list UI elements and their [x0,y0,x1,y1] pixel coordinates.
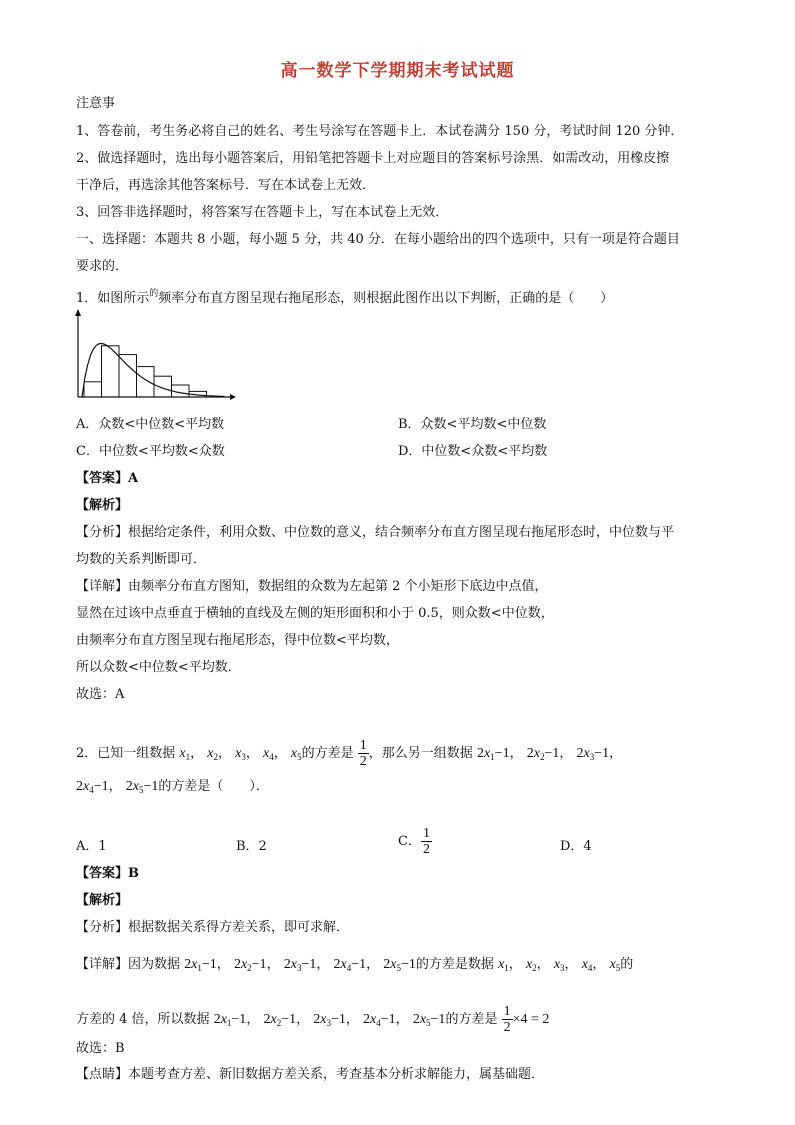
histogram-bar [119,355,137,397]
q2-choose: 故选：B [76,1041,125,1056]
expr-2x4-1: $2x_4-1$ [76,779,109,795]
var-x5: $x_5$ [290,746,302,762]
var-x2: $x_2$ [207,746,219,762]
q2-analysis-label: 【解析】 [76,893,129,908]
notice-item-3: 3、回答非选择题时，将答案写在答题卡上，写在本试卷上无效． [76,205,449,220]
q1-option-a: A．众数<中位数<平均数 [76,417,225,432]
var-x4: $x_4$ [263,746,274,762]
q1-option-b: B．众数<平均数<中位数 [398,417,547,432]
q1-stem-tiny: 的 [149,289,159,299]
histogram-bar [84,382,102,397]
q1-analysis-label: 【解析】 [76,498,129,513]
q2-dianjing: 【点睛】本题考查方差、新旧数据方差关系，考查基本分析求解能力，属基础题． [76,1067,545,1082]
q1-answer: 【答案】A [76,471,139,486]
q1-fenxi: 【分析】根据给定条件，利用众数、中位数的意义，结合频率分布直方图呈现右拖尾形态时，中位数与平 [76,525,675,540]
q1-stem-text-2: 频率分布直方图呈现右拖尾形态，则根据此图作出以下判断，正确的是（ ） [158,291,614,306]
q1-fenxi-cont: 均数的关系判断即可． [76,552,207,567]
q2-detail-line2: 方差的 4 倍，所以数据 $2x_1-1$， $2x_2-1$， $2x_3-1$， $2x_4-1$， $2x_5-1$的方差是 $\frac{1}{2}$ ×4 = 2 [76,1004,550,1035]
q1-detail-4: 所以众数<中位数<平均数． [76,660,241,675]
expr-2x3-1: $2x_3-1$ [576,746,610,762]
expr-2x5-1: $2x_5-1$ [125,779,159,795]
q1-detail-1: 【详解】由频率分布直方图知，数据组的众数为左起第 2 个小矩形下底边中点值， [76,579,548,594]
q2-stem-variance: 的方差是 [301,746,354,761]
option-c-fraction: $\frac{1}{2}$ [422,826,430,857]
histogram-bars [84,346,207,397]
q2-detail-line1: 【详解】因为数据 $2x_1-1$， $2x_2-1$， $2x_3-1$， $2x_4-1$， $2x_5-1$的方差是数据 $x_1$， $x_2$， $x_3$， $x_4$， $x_5$的 [76,957,634,973]
q1-stem-text: 1．如图所示 [76,291,150,306]
notice-item-1: 1、答卷前，考生务必将自己的姓名、考生号涂写在答题卡上．本试卷满分 150 分，考试时间 120 分钟． [76,124,684,139]
notice-heading: 注意事 [76,96,116,111]
section-heading: 一、选择题：本题共 8 小题，每小题 5 分，共 40 分．在每小题给出的四个选项中，只有一项是符合题目 [76,232,680,247]
q2-option-b: B．2 [236,839,267,854]
q1-option-c: C．中位数<平均数<众数 [76,444,225,459]
q2-stem-text: 2．已知一组数据 [76,746,176,761]
q2-option-a: A．1 [76,839,107,854]
q2-stem-end: 的方差是（ ）． [158,779,269,794]
expr-2x2-1: $2x_2-1$ [526,746,560,762]
histogram-bar [154,376,172,397]
times-four-expr: ×4 = 2 [512,1012,550,1027]
var-x3: $x_3$ [235,746,246,762]
x-axis-arrow [230,394,236,400]
q1-option-d: D．中位数<众数<平均数 [398,444,548,459]
page-title: 高一数学下学期期末考试试题 [280,61,515,81]
notice-item-2: 2、做选择题时，选出每小题答案后，用铅笔把答题卡上对应题目的答案标号涂黑．如需改动，用橡皮擦 [76,151,670,166]
q2-answer: 【答案】B [76,866,139,881]
q1-histogram [70,308,240,408]
q1-choose: 故选：A [76,687,125,702]
section-heading-cont: 要求的． [76,259,129,274]
q1-detail-2: 显然在过该中点垂直于横轴的直线及左侧的矩形面积和小于 0.5，则众数<中位数， [76,606,554,621]
q2-stem-line2: $2x_4-1$， $2x_5-1$的方差是（ ）． [76,779,269,795]
detail-fraction-half: $\frac{1}{2}$ [503,1004,511,1035]
histogram-bar [137,367,155,397]
q2-option-c: C． $\frac{1}{2}$ [398,826,430,857]
fraction-half: $\frac{1}{2}$ [359,738,367,769]
y-axis-arrow [75,309,81,316]
q2-stem-text-2: ，那么另一组数据 [368,746,473,761]
q1-stem [76,286,613,306]
var-x1: $x_1$ [179,746,191,762]
q1-detail-3: 由频率分布直方图呈现右拖尾形态，得中位数<平均数， [76,633,399,648]
q2-option-d: D．4 [560,839,592,854]
q2-fenxi: 【分析】根据数据关系得方差关系，即可求解． [76,920,350,935]
q2-stem-line1: 2．已知一组数据 $x_1$， $x_2$， $x_3$， $x_4$， $x_5$的方差是 $\frac{1}{2}$ ，那么另一组数据 $2x_1-1$， $2x_2-1$， $2x_3-1$， [76,738,623,769]
notice-item-2-cont: 干净后，再选涂其他答案标号．写在本试卷上无效． [76,178,376,193]
expr-2x1-1: $2x_1-1$ [476,746,510,762]
